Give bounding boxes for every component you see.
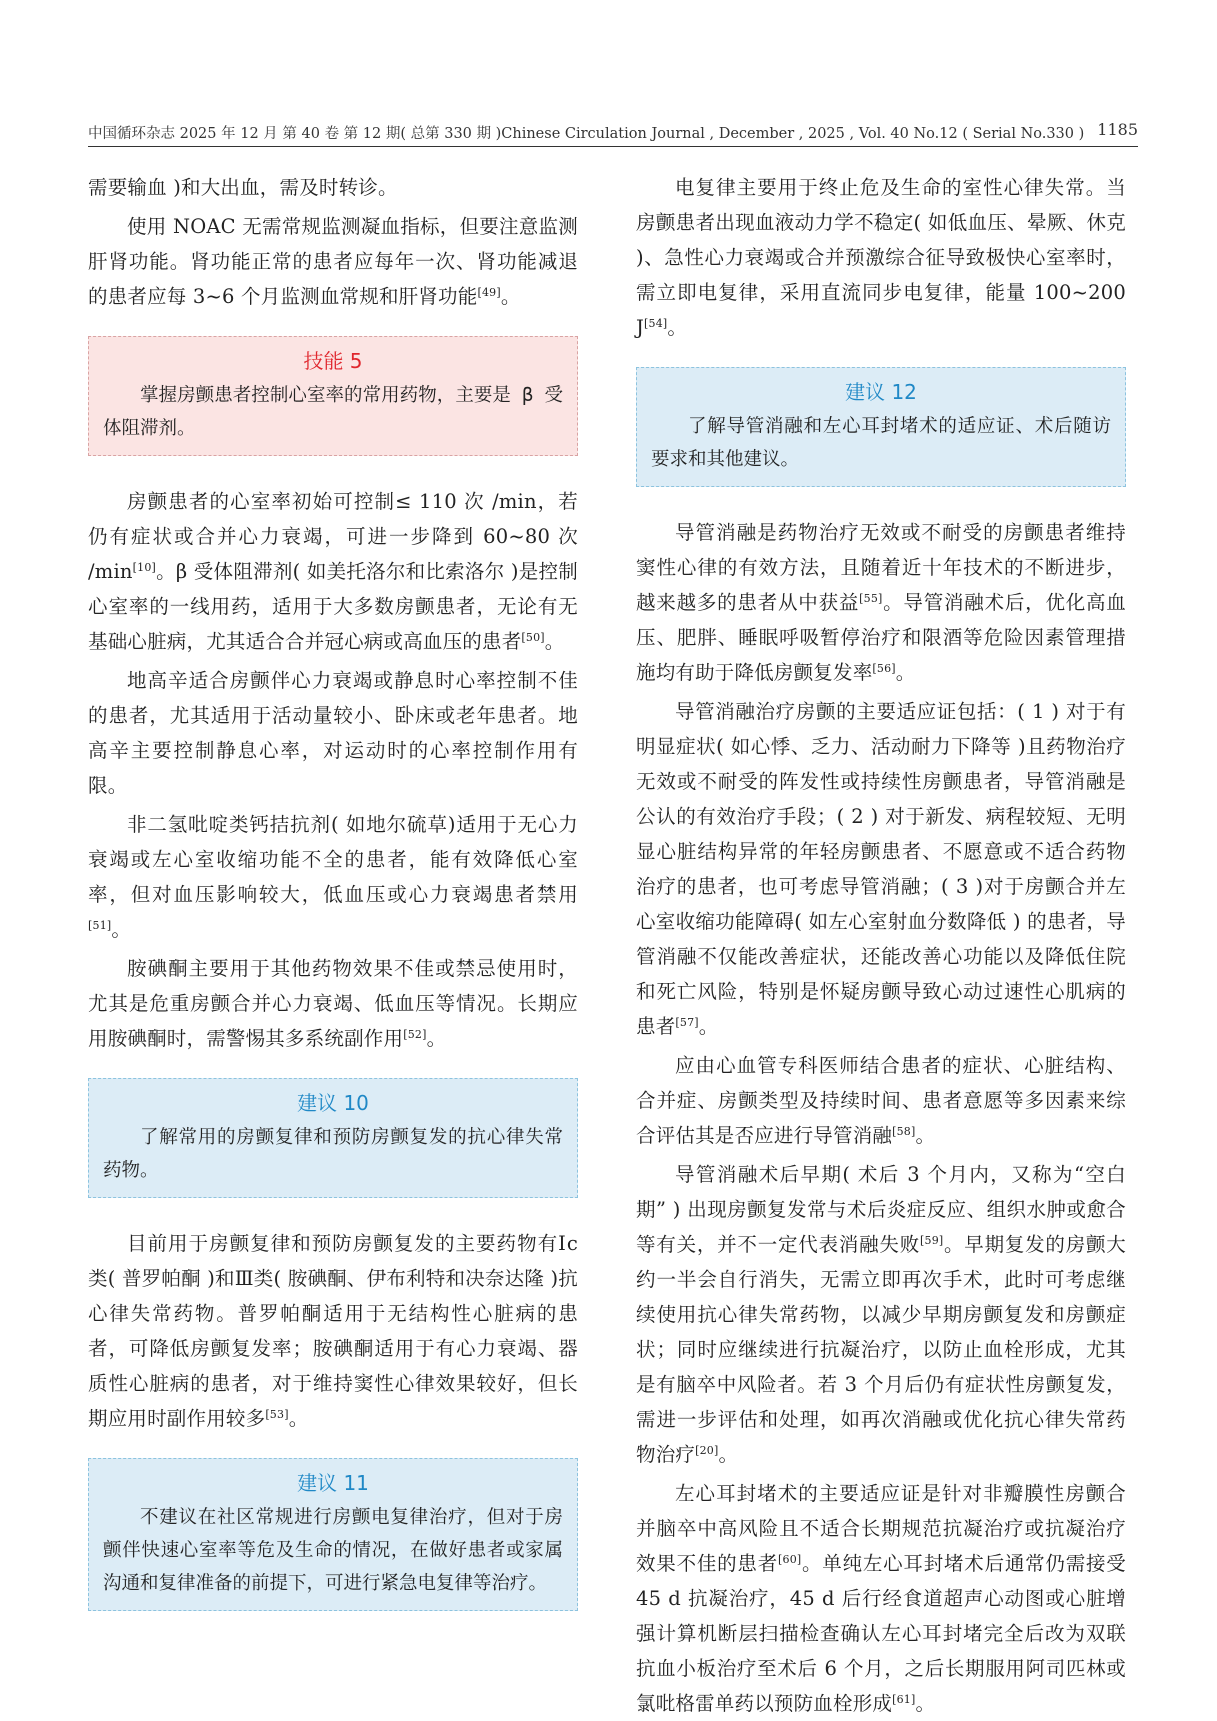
paragraph: 目前用于房颤复律和预防房颤复发的主要药物有Ⅰc 类( 普罗帕酮 )和Ⅲ类( 胺碘酮、伊布利特和决奈达隆 )抗心律失常药物。普罗帕酮适用于无结构性心脏病的患者，可降低房颤复发率；胺碘酮适用于有心力衰竭、器质性心脏病的患者，对于维持窦性心律效果较好，但长期应用时副作用较多[53]。 <box>88 1232 578 1430</box>
paragraph: 地高辛适合房颤伴心力衰竭或静息时心率控制不佳的患者，尤其适用于活动量较小、卧床或老年患者。地高辛主要控制静息心率，对运动时的心率控制作用有限。 <box>88 669 578 797</box>
left-column <box>88 170 578 1639</box>
paragraph: 使用 NOAC 无需常规监测凝血指标，但要注意监测肝肾功能。肾功能正常的患者应每年一次、肾功能减退的患者应每 3~6 个月监测血常规和肝肾功能[49]。 <box>88 215 578 308</box>
paragraph: 非二氢吡啶类钙拮抗剂( 如地尔硫草)适用于无心力衰竭或左心室收缩功能不全的患者，能有效降低心室率，但对血压影响较大，低血压或心力衰竭患者禁用[51]。 <box>88 813 578 941</box>
box-title: 建议 12 <box>845 380 917 404</box>
citation[interactable]: [49] <box>477 286 501 299</box>
citation[interactable]: [20] <box>695 1444 719 1457</box>
right-column <box>636 170 1126 1721</box>
citation[interactable]: [55] <box>859 592 883 605</box>
box-text: 掌握房颤患者控制心室率的常用药物，主要是 β 受体阻滞剂。 <box>103 385 563 439</box>
box-title: 技能 5 <box>303 349 363 373</box>
citation[interactable]: [52] <box>403 1028 427 1041</box>
citation[interactable]: [54] <box>644 317 668 330</box>
citation[interactable]: [60] <box>778 1553 802 1566</box>
citation[interactable]: [61] <box>892 1693 916 1706</box>
box-title: 建议 11 <box>297 1471 369 1495</box>
box-title: 建议 10 <box>297 1091 369 1115</box>
paragraph: 房颤患者的心室率初始可控制≤ 110 次 /min，若仍有症状或合并心力衰竭，可进一步降到 60~80 次 /min[10]。β 受体阻滞剂( 如美托洛尔和比索洛尔 )是控制心室率的一线用药，适用于大多数房颤患者，无论有无基础心脏病，尤其适合合并冠心病或高血压的患者[50]。 <box>88 490 578 653</box>
paragraph: 电复律主要用于终止危及生命的室性心律失常。当房颤患者出现血液动力学不稳定( 如低血压、晕厥、休克 )、急性心力衰竭或合并预激综合征导致极快心室率时，需立即电复律，采用直流同步电复律，能量 100~200 J[54]。 <box>636 176 1126 339</box>
paragraph: 胺碘酮主要用于其他药物效果不佳或禁忌使用时，尤其是危重房颤合并心力衰竭、低血压等情况。长期应用胺碘酮时，需警惕其多系统副作用[52]。 <box>88 957 578 1050</box>
citation[interactable]: [51] <box>88 919 112 932</box>
citation[interactable]: [56] <box>872 662 896 675</box>
box-text: 不建议在社区常规进行房颤电复律治疗，但对于房颤伴快速心室率等危及生命的情况，在做好患者或家属沟通和复律准备的前提下，可进行紧急电复律等治疗。 <box>103 1507 563 1594</box>
citation[interactable]: [59] <box>920 1234 944 1247</box>
paragraph: 导管消融术后早期( 术后 3 个月内，又称为“空白期” ) 出现房颤复发常与术后炎症反应、组织水肿或愈合等有关，并不一定代表消融失败[59]。早期复发的房颤大约一半会自行消失，无需立即再次手术，此时可考虑继续使用抗心律失常药物，以减少早期房颤复发和房颤症状；同时应继续进行抗凝治疗，以防止血栓形成，尤其是有脑卒中风险者。若 3 个月后仍有症状性房颤复发，需进一步评估和处理，如再次消融或优化抗心律失常药物治疗[20]。 <box>636 1163 1126 1466</box>
citation[interactable]: [10] <box>132 561 157 574</box>
journal-running-title: 中国循环杂志 2025 年 12 月 第 40 卷 第 12 期( 总第 330 期 )Chinese Circulation Journal , December , 2025 , Vol. 40 No.12 ( Serial No.330 ) <box>88 126 1085 142</box>
citation[interactable]: [53] <box>265 1408 289 1421</box>
citation[interactable]: [50] <box>521 631 545 644</box>
skill-5-box <box>88 336 578 456</box>
paragraph: 导管消融是药物治疗无效或不耐受的房颤患者维持窦性心律的有效方法，且随着近十年技术的不断进步，越来越多的患者从中获益[55]。导管消融术后，优化高血压、肥胖、睡眠呼吸暂停治疗和限酒等危险因素管理措施均有助于降低房颤复发率[56]。 <box>636 521 1127 684</box>
recommendation-11-box <box>88 1458 578 1611</box>
running-header <box>88 118 1138 147</box>
recommendation-10-box <box>88 1078 578 1198</box>
citation[interactable]: [57] <box>675 1016 699 1029</box>
page-number: 1185 <box>1097 120 1138 139</box>
paragraph: 应由心血管专科医师结合患者的症状、心脏结构、合并症、房颤类型及持续时间、患者意愿等多因素来综合评估其是否应进行导管消融[58]。 <box>636 1054 1126 1147</box>
recommendation-12-box <box>636 367 1126 487</box>
box-text: 了解导管消融和左心耳封堵术的适应证、术后随访要求和其他建议。 <box>651 416 1111 470</box>
paragraph: 需要输血 )和大出血，需及时转诊。 <box>88 176 398 199</box>
paragraph: 左心耳封堵术的主要适应证是针对非瓣膜性房颤合并脑卒中高风险且不适合长期规范抗凝治疗或抗凝治疗效果不佳的患者[60]。单纯左心耳封堵术后通常仍需接受 45 d 抗凝治疗，45 d 后行经食道超声心动图或心脏增强计算机断层扫描检查确认左心耳封堵完全后改为双联抗血小板治疗至术后 6 个月，之后长期服用阿司匹林或氯吡格雷单药以预防血栓形成[61]。 <box>636 1482 1126 1715</box>
paragraph: 导管消融治疗房颤的主要适应证包括：( 1 ) 对于有明显症状( 如心悸、乏力、活动耐力下降等 )且药物治疗无效或不耐受的阵发性或持续性房颤患者，导管消融是公认的有效治疗手段；( 2 ) 对于新发、病程较短、无明显心脏结构异常的年轻房颤患者、不愿意或不适合药物治疗的患者，也可考虑导管消融；( 3 )对于房颤合并左心室收缩功能障碍( 如左心室射血分数降低 ) 的患者，导管消融不仅能改善症状，还能改善心功能以及降低住院和死亡风险，特别是怀疑房颤导致心动过速性心肌病的患者[57]。 <box>636 700 1126 1038</box>
box-text: 了解常用的房颤复律和预防房颤复发的抗心律失常药物。 <box>103 1127 563 1181</box>
citation[interactable]: [58] <box>892 1125 916 1138</box>
